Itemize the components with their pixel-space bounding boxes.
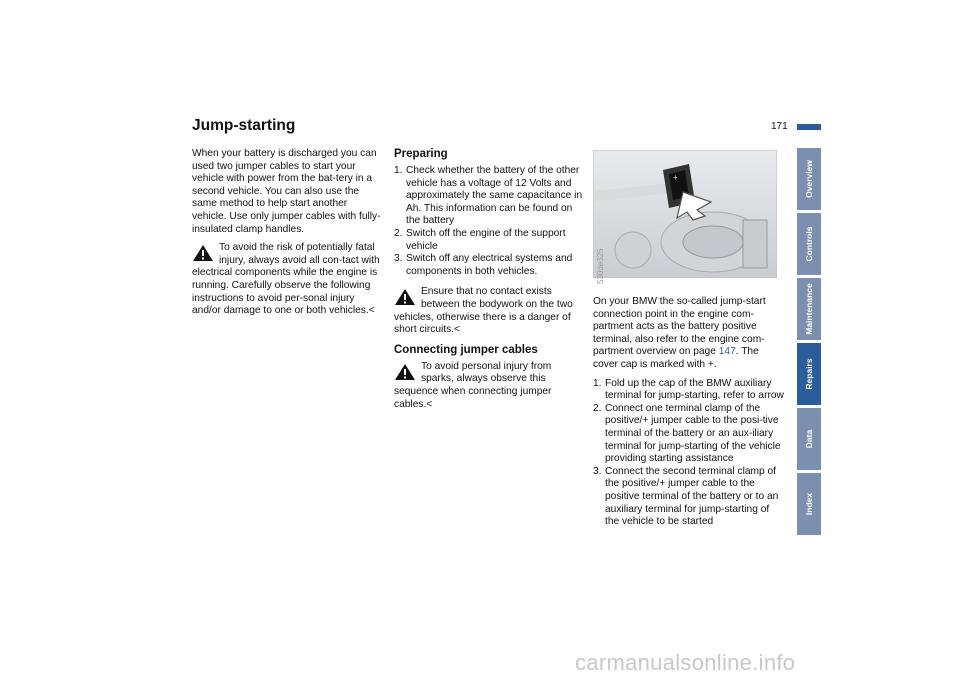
svg-text:+: + (673, 173, 678, 182)
terminal-paragraph: On your BMW the so-called jump-start connection point in the engine com-partment acts as the battery positive terminal, also refer to the engine com-partment overview on page 147. The cover cap is marked with +. (593, 296, 766, 370)
engine-compartment-photo (593, 150, 777, 278)
intro-paragraph: When your battery is discharged you can used two jumper cables to start your vehicle with power from the bat-tery in a second vehicle. You can also use the same method to help start another vehicle. Use only jumper cables with fully-insulated clamp handles. (192, 148, 381, 235)
list-item: 2. Connect one terminal clamp of the positive/+ jumper cable to the posi-tive terminal of the battery or an aux-iliary terminal for jump-starting of the vehicle providing starting assistance (593, 402, 781, 465)
watermark: carmanualsonline.info (575, 650, 796, 675)
list-item: 3. Connect the second terminal clamp of the positive/+ jumper cable to the positive terminal of the battery or to an auxiliary terminal for jump-starting of the vehicle to be started (593, 465, 779, 528)
warning-triangle-icon (394, 288, 416, 306)
list-item: 3. Switch off any electrical systems and components in both vehicles. (394, 253, 573, 277)
tab-controls[interactable]: Controls (797, 213, 821, 275)
warning-block (394, 286, 584, 336)
header-accent-bar (797, 124, 821, 130)
warning-text: To avoid personal injury from sparks, always observe this sequence when connecting jumper cables.< (394, 360, 552, 410)
page-reference-link[interactable]: 147 (718, 346, 736, 358)
column-2 (394, 147, 584, 417)
tab-maintenance[interactable]: Maintenance (797, 278, 821, 340)
page-number: 171 (771, 121, 788, 132)
image-code: 530de325 (596, 248, 605, 284)
warning-block (192, 242, 384, 318)
list-item: 1. Fold up the cap of the BMW auxiliary terminal for jump-starting, refer to arrow (593, 377, 784, 402)
column-1 (192, 148, 384, 324)
section-tabs (797, 148, 821, 538)
tab-overview[interactable]: Overview (797, 148, 821, 210)
page-title: Jump-starting (192, 117, 296, 134)
warning-block (394, 361, 584, 411)
tab-data[interactable]: Data (797, 408, 821, 470)
warning-text: To avoid the risk of potentially fatal injury, always avoid all con-tact with electrical components while the engine is running. Carefully observe the following instructions to avoid per-sonal injury and/or damage to one or both vehicles.< (192, 242, 380, 317)
tab-index[interactable]: Index (797, 473, 821, 535)
warning-triangle-icon (394, 363, 416, 381)
warning-triangle-icon (192, 244, 214, 262)
connecting-steps (593, 378, 785, 529)
column-3 (593, 296, 785, 535)
warning-text: Ensure that no contact exists between the bodywork on the two vehicles, otherwise there is a danger of short circuits.< (394, 286, 573, 336)
connecting-heading: Connecting jumper cables (394, 343, 538, 356)
list-item: 1. Check whether the battery of the other vehicle has a voltage of 12 Volts and approximately the same capacitance in Ah. This information can be found on the battery (394, 165, 583, 227)
preparing-heading: Preparing (394, 148, 448, 160)
list-item: 2. Switch off the engine of the support vehicle (394, 227, 566, 252)
tab-repairs[interactable]: Repairs (797, 343, 821, 405)
preparing-steps (394, 165, 584, 278)
